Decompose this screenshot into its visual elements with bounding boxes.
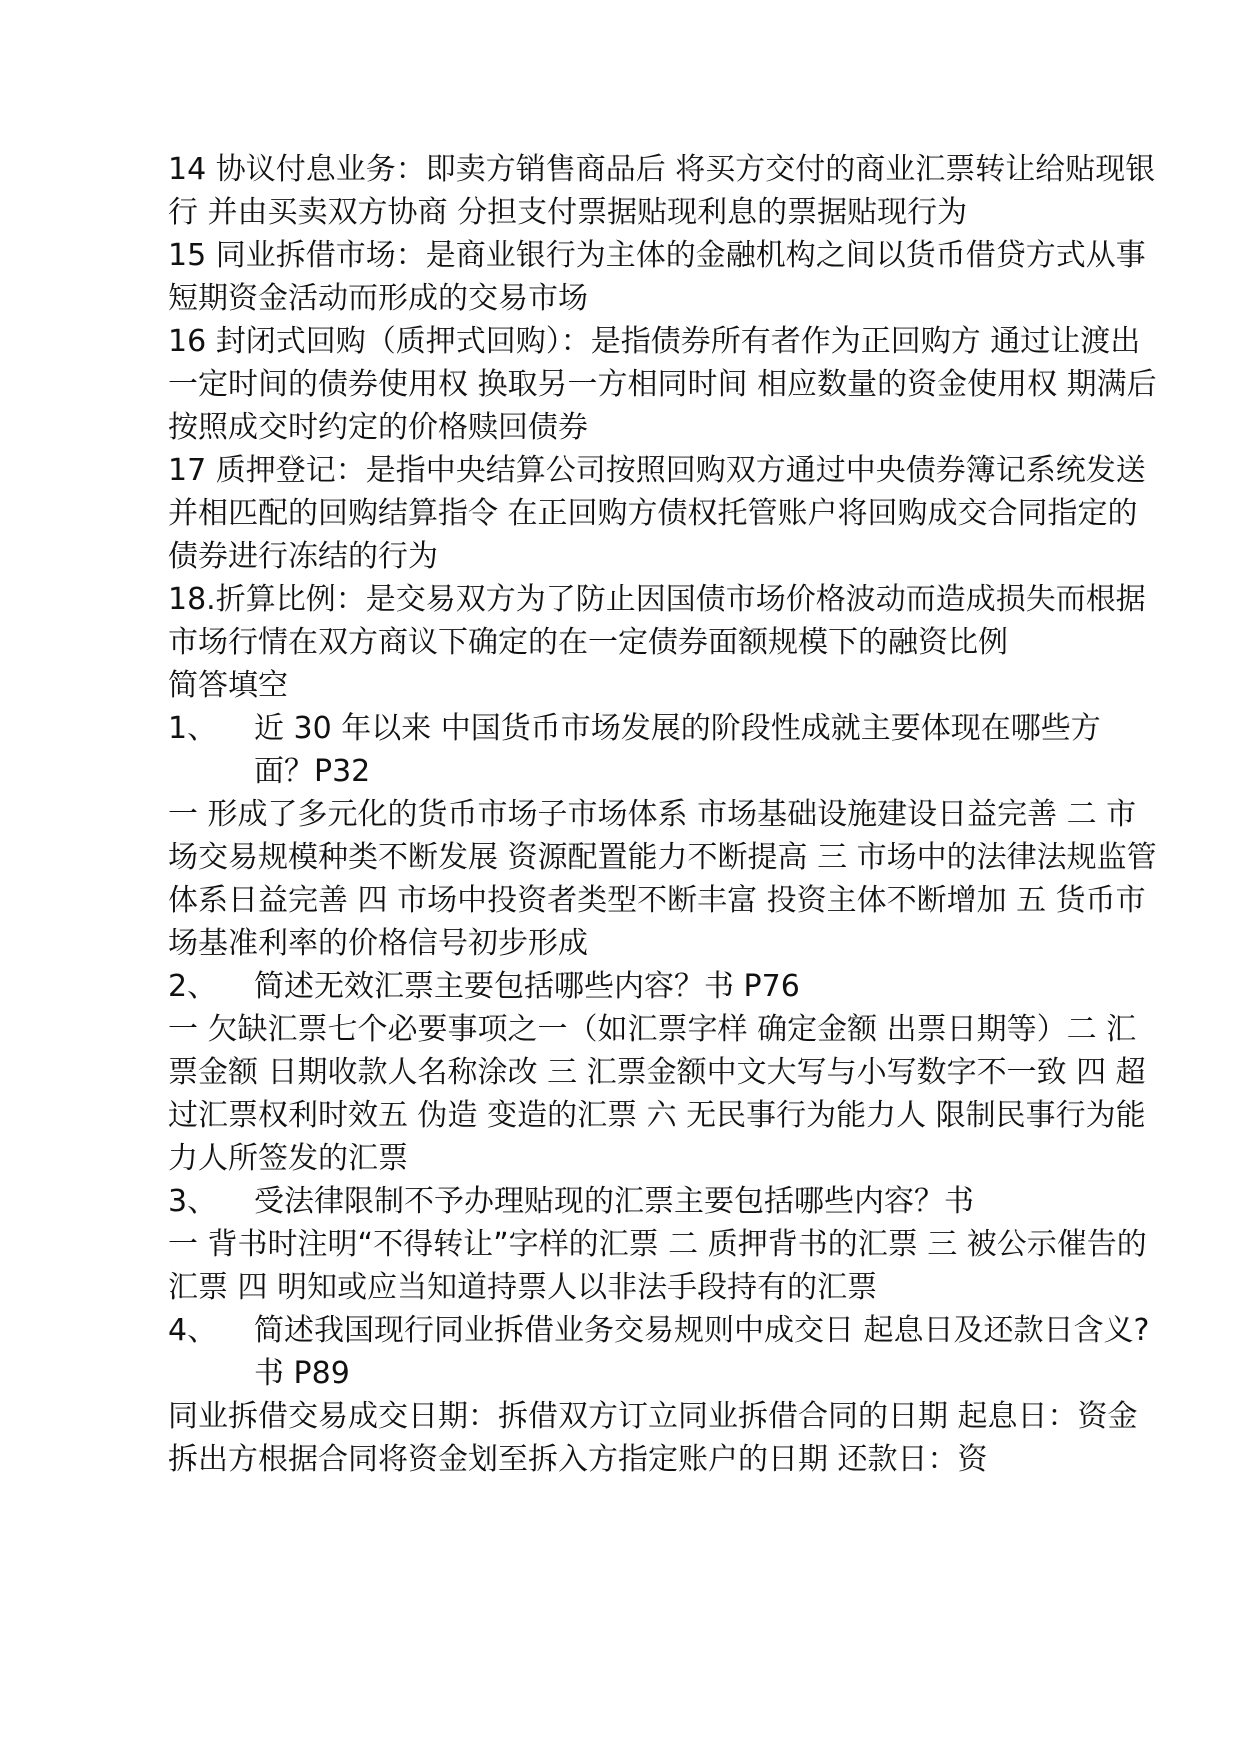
question-text: 简述我国现行同业拆借业务交易规则中成交日 起息日及还款日含义?书 P89	[254, 1313, 1150, 1391]
section-heading: 简答填空	[168, 668, 288, 703]
document-body	[168, 148, 1158, 1481]
question-text: 简述无效汇票主要包括哪些内容？书 P76	[254, 969, 800, 1004]
definition-18: 18.折算比例：是交易双方为了防止因国债市场价格波动而造成损失而根据市场行情在双方商议下确定的在一定债券面额规模下的融资比例	[168, 582, 1146, 660]
question-text: 受法律限制不予办理贴现的汇票主要包括哪些内容？书	[254, 1184, 974, 1219]
question-number: 4、	[168, 1313, 218, 1348]
question-1	[168, 707, 1158, 965]
definition-16: 16 封闭式回购（质押式回购）：是指债券所有者作为正回购方 通过让渡出一定时间的债券使用权 换取另一方相同时间 相应数量的资金使用权 期满后 按照成交时约定的价格赎回债券	[168, 324, 1157, 445]
definition-14: 14 协议付息业务：即卖方销售商品后 将买方交付的商业汇票转让给贴现银行 并由买卖双方协商 分担支付票据贴现利息的票据贴现行为	[168, 152, 1156, 230]
question-title	[168, 965, 1158, 1008]
answer-text: 一 背书时注明“不得转让”字样的汇票 二 质押背书的汇票 三 被公示催告的汇票 四 明知或应当知道持票人以非法手段持有的汇票	[168, 1227, 1147, 1305]
definition-15: 15 同业拆借市场：是商业银行为主体的金融机构之间以货币借贷方式从事短期资金活动而形成的交易市场	[168, 238, 1146, 316]
answer-text: 一 形成了多元化的货币市场子市场体系 市场基础设施建设日益完善 二 市场交易规模种类不断发展 资源配置能力不断提高 三 市场中的法律法规监管体系日益完善 四 市场中投资者类型不断丰富 投资主体不断增加 五 货币市场基准利率的价格信号初步形成	[168, 797, 1157, 961]
question-number: 2、	[168, 969, 218, 1004]
question-title	[168, 707, 1158, 793]
question-2	[168, 965, 1158, 1180]
answer-text: 一 欠缺汇票七个必要事项之一（如汇票字样 确定金额 出票日期等）二 汇票金额 日期收款人名称涂改 三 汇票金额中文大写与小写数字不一致 四 超过汇票权利时效五 伪造 变造的汇票 六 无民事行为能力人 限制民事行为能力人所签发的汇票	[168, 1012, 1146, 1176]
question-title	[168, 1309, 1158, 1395]
question-3	[168, 1180, 1158, 1309]
question-text: 近 30 年以来 中国货币市场发展的阶段性成就主要体现在哪些方面？P32	[254, 711, 1101, 789]
question-title	[168, 1180, 1158, 1223]
answer-text: 同业拆借交易成交日期：拆借双方订立同业拆借合同的日期 起息日：资金拆出方根据合同将资金划至拆入方指定账户的日期 还款日：资	[168, 1399, 1138, 1477]
definition-17: 17 质押登记：是指中央结算公司按照回购双方通过中央债券簿记系统发送并相匹配的回购结算指令 在正回购方债权托管账户将回购成交合同指定的债券进行冻结的行为	[168, 453, 1146, 574]
question-number: 1、	[168, 711, 218, 746]
question-number: 3、	[168, 1184, 218, 1219]
question-4	[168, 1309, 1158, 1481]
